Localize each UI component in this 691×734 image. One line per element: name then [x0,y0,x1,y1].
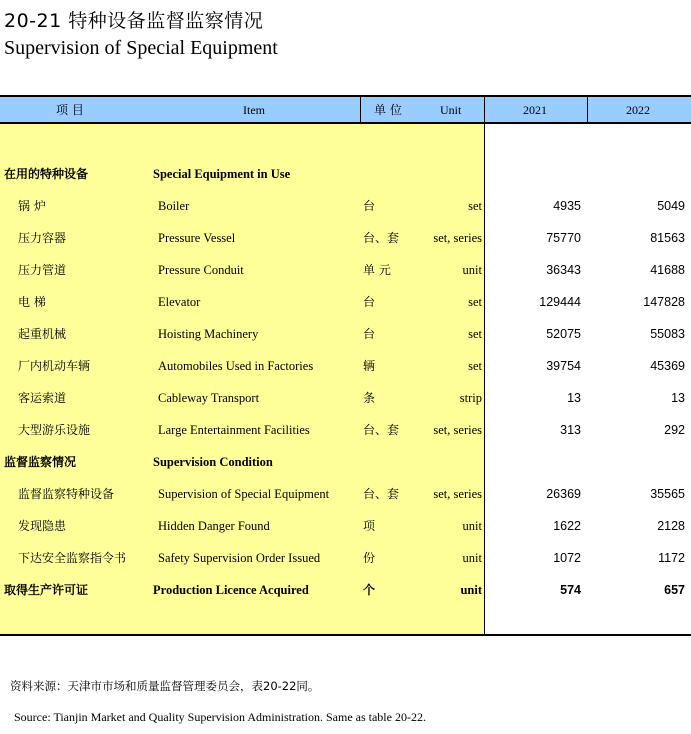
row-value-2021: 4935 [553,199,581,213]
header-item-en: Item [243,103,265,117]
row-value-2022: 55083 [650,327,685,341]
row-label-en: Special Equipment in Use [153,167,291,181]
table-row [0,350,691,382]
row-unit-cn: 台 [363,295,376,309]
table-row [0,158,691,190]
header-divider [587,97,588,122]
row-label-cn: 起重机械 [18,327,67,341]
source-note-chinese: 资料来源：天津市市场和质量监督管理委员会，表20-22同。 [10,679,320,693]
table-row [0,318,691,350]
row-value-2022: 2128 [657,519,685,533]
table-row [0,254,691,286]
row-unit-cn: 台 [363,199,376,213]
row-label-cn: 取得生产许可证 [4,583,89,597]
header-year-2021: 2021 [523,103,547,117]
row-label-cn: 发现隐患 [18,519,67,533]
table-row [0,414,691,446]
row-label-en: Cableway Transport [158,391,260,405]
row-unit-en: unit [462,519,482,533]
table-row [0,542,691,574]
table-row [0,510,691,542]
row-unit-cn: 份 [363,551,376,565]
row-label-cn: 下达安全监察指令书 [18,551,127,565]
row-label-en: Production Licence Acquired [153,583,309,597]
source-note-english: Source: Tianjin Market and Quality Supervision Administration. Same as table 20-22. [14,710,426,724]
row-label-cn: 监督监察特种设备 [18,487,115,501]
row-unit-cn: 项 [363,519,376,533]
table-row [0,478,691,510]
row-value-2021: 574 [560,583,581,597]
table-bottom-rule [0,634,691,636]
header-unit-en: Unit [440,103,462,117]
row-label-cn: 压力容器 [18,231,67,245]
row-unit-en: set, series [433,231,482,245]
table-row [0,222,691,254]
row-unit-cn: 台 [363,327,376,341]
row-value-2022: 35565 [650,487,685,501]
row-unit-cn: 台、套 [363,487,400,501]
row-label-cn: 大型游乐设施 [18,423,91,437]
row-value-2021: 313 [560,423,581,437]
row-unit-en: set [468,295,482,309]
row-label-en: Pressure Vessel [158,231,236,245]
row-value-2021: 13 [567,391,581,405]
row-unit-cn: 单 元 [363,263,391,277]
row-label-en: Elevator [158,295,201,309]
row-value-2022: 657 [664,583,685,597]
row-label-en: Hoisting Machinery [158,327,259,341]
row-unit-en: set [468,359,482,373]
row-value-2021: 1622 [553,519,581,533]
row-value-2021: 1072 [553,551,581,565]
row-label-cn: 电 梯 [18,295,46,309]
header-item-cn: 项 目 [56,103,84,117]
table-title-chinese: 20-21 特种设备监督监察情况 [4,10,264,32]
row-value-2022: 45369 [650,359,685,373]
row-unit-cn: 个 [363,583,376,597]
header-divider [484,97,485,122]
row-label-en: Supervision of Special Equipment [158,487,330,501]
row-label-en: Supervision Condition [153,455,273,469]
row-unit-en: strip [459,391,482,405]
row-value-2022: 1172 [658,551,685,565]
row-label-cn: 厂内机动车辆 [18,359,91,373]
row-value-2022: 292 [664,423,685,437]
row-unit-cn: 台、套 [363,231,400,245]
row-unit-en: set [468,327,482,341]
table-row [0,574,691,606]
row-unit-en: unit [460,583,482,597]
table-row [0,446,691,478]
table-title-english: Supervision of Special Equipment [4,37,278,59]
row-value-2021: 75770 [546,231,581,245]
row-label-en: Pressure Conduit [158,263,244,277]
row-value-2021: 39754 [546,359,581,373]
table-row [0,190,691,222]
table-row [0,286,691,318]
row-value-2021: 52075 [546,327,581,341]
row-unit-en: set [468,199,482,213]
header-unit-cn: 单 位 [374,103,402,117]
row-label-cn: 在用的特种设备 [4,167,89,181]
row-value-2022: 13 [671,391,685,405]
row-unit-en: set, series [433,487,482,501]
row-label-cn: 锅 炉 [18,199,46,213]
row-unit-en: set, series [433,423,482,437]
row-label-en: Safety Supervision Order Issued [158,551,321,565]
table-row [0,382,691,414]
row-label-en: Large Entertainment Facilities [158,423,310,437]
row-value-2021: 26369 [546,487,581,501]
row-label-cn: 监督监察情况 [4,455,77,469]
row-label-en: Boiler [158,199,190,213]
row-label-cn: 客运索道 [18,391,67,405]
table-header [0,95,691,124]
row-value-2022: 5049 [657,199,685,213]
row-unit-cn: 辆 [363,359,376,373]
row-label-en: Hidden Danger Found [158,519,270,533]
row-value-2021: 129444 [539,295,581,309]
row-unit-cn: 台、套 [363,423,400,437]
row-value-2022: 147828 [643,295,685,309]
row-unit-en: unit [462,551,482,565]
row-unit-cn: 条 [363,391,376,405]
row-value-2021: 36343 [546,263,581,277]
row-label-cn: 压力管道 [18,263,67,277]
header-year-2022: 2022 [626,103,650,117]
header-divider [360,97,361,122]
statistics-table [0,95,691,637]
row-value-2022: 81563 [650,231,685,245]
row-unit-en: unit [462,263,482,277]
row-label-en: Automobiles Used in Factories [158,359,314,373]
row-value-2022: 41688 [650,263,685,277]
